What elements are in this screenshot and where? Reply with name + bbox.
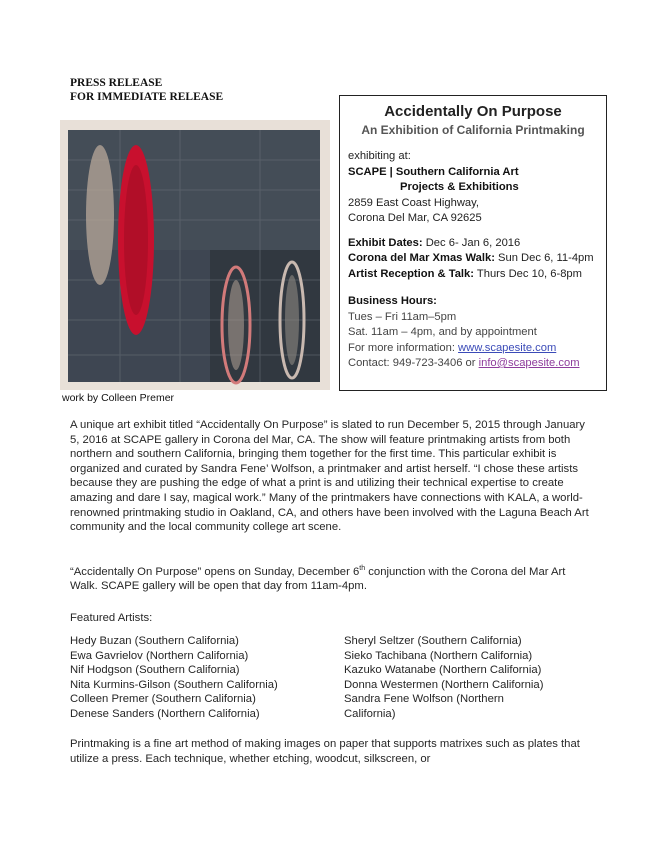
artist-reception-value: Thurs Dec 10, 6-8pm <box>473 267 582 280</box>
artist-item: Denese Sanders (Northern California) <box>70 707 260 720</box>
intro-paragraph <box>70 418 590 535</box>
contact-info <box>348 356 598 372</box>
artist-item: Donna Westermen (Northern California) <box>344 678 544 691</box>
artwork-print <box>60 120 330 390</box>
artist-item: Nif Hodgson (Southern California) <box>70 664 240 677</box>
exhibiting-at-label: exhibiting at: <box>348 150 411 162</box>
opening-text-2: conjunction with the Corona del Mar Art Walk. SCAPE gallery will be open that day from 11am-4pm. <box>70 565 566 593</box>
artist-column-left <box>70 634 340 722</box>
website-link[interactable]: www.scapesite.com <box>458 341 557 354</box>
artist-reception-label: Artist Reception & Talk: <box>348 267 474 280</box>
contact-label: Contact: 949-723-3406 or <box>348 357 479 369</box>
press-release-header <box>70 76 223 104</box>
xmas-walk-value: Sun Dec 6, 11-4pm <box>494 252 594 264</box>
intro-paragraph-text: A unique art exhibit titled “Accidentally On Purpose” is slated to run December 5, 2015 through January 5, 2016 at SCAPE gallery in Corona del Mar, CA. The show will feature printmaking artists from both northern and southern California, bringing them together for the first time. This particular exhibit is organized and curated by Sandra Fene’ Wolfson, a printmaker and artist herself. “I chose these artists because they are pushing the edge of what a print is and utilizing their technical expertise to create amazing and dare I say, magical work.” Many of the printmakers have connections with KALA, a world-renowned printmaking studio in Oakland, CA, and others have been involved with the Laguna Beach Art community and the local community college art scene. <box>70 419 589 534</box>
hours-weekday: Tues – Fri 11am–5pm <box>348 310 457 323</box>
venue-name: SCAPE | Southern California Art <box>348 165 519 178</box>
artist-item: California) <box>344 707 396 720</box>
exhibition-info-box <box>339 95 607 391</box>
hours-saturday: Sat. 11am – 4pm, and by appointment <box>348 326 537 338</box>
email-link[interactable]: info@scapesite.com <box>478 357 580 369</box>
artist-column-right <box>344 634 590 722</box>
exhibit-dates-value: Dec 6- Jan 6, 2016 <box>422 236 521 249</box>
venue-address-1: 2859 East Coast Highway, <box>348 196 480 209</box>
artist-item: Kazuko Watanabe (Northern California) <box>344 664 542 677</box>
artist-item: Sheryl Seltzer (Southern California) <box>344 635 522 647</box>
artist-item: Nita Kurmins-Gilson (Southern California) <box>70 678 278 691</box>
venue-address-2: Corona Del Mar, CA 92625 <box>348 212 482 224</box>
more-info <box>348 341 598 357</box>
artist-item: Hedy Buzan (Southern California) <box>70 635 239 647</box>
xmas-walk-label: Corona del Mar Xmas Walk: <box>348 252 495 264</box>
artist-item: Colleen Premer (Southern California) <box>70 693 256 706</box>
artist-reception <box>348 267 598 283</box>
exhibit-dates-label: Exhibit Dates: <box>348 236 423 249</box>
immediate-release-label: FOR IMMEDIATE RELEASE <box>70 91 224 103</box>
artist-item: Sandra Fene Wolfson (Northern <box>344 693 504 706</box>
artwork-image <box>60 120 330 390</box>
more-info-label: For more information: <box>348 341 459 354</box>
opening-paragraph <box>70 562 590 594</box>
exhibition-subtitle: An Exhibition of California Printmaking <box>361 123 585 137</box>
exhibition-title: Accidentally On Purpose <box>384 103 562 120</box>
opening-superscript: th <box>359 565 366 572</box>
printmaking-paragraph-text: Printmaking is a fine art method of making images on paper that supports matrixes such as plates that utilize a press. Each technique, whether etching, woodcut, silkscreen, or <box>70 738 580 765</box>
featured-artists-label: Featured Artists: <box>70 612 153 624</box>
artist-item: Sieko Tachibana (Northern California) <box>344 649 533 662</box>
opening-text-1: “Accidentally On Purpose” opens on Sunday, December 6 <box>70 565 360 578</box>
venue-name-cont: Projects & Exhibitions <box>400 181 519 193</box>
printmaking-paragraph <box>70 737 590 766</box>
press-release-label: PRESS RELEASE <box>70 77 163 89</box>
business-hours-label: Business Hours: <box>348 295 437 307</box>
artist-item: Ewa Gavrielov (Northern California) <box>70 649 249 662</box>
artwork-caption: work by Colleen Premer <box>62 392 175 404</box>
xmas-walk <box>348 251 598 267</box>
exhibit-dates <box>348 236 598 252</box>
